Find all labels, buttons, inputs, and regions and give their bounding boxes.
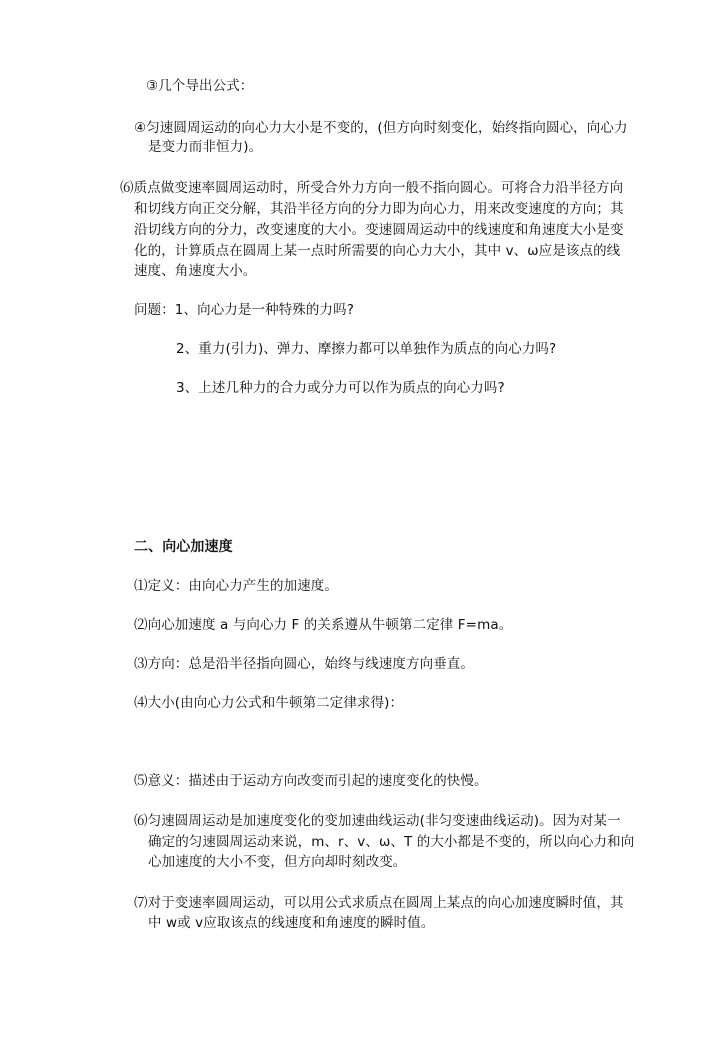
paragraph-item-6-line-2: 和切线方向正交分解，其沿半径方向的分力即为向心力，用来改变速度的方向；其 (134, 201, 624, 217)
question-3: 3、上述几种力的合力或分力可以作为质点的向心力吗? (176, 380, 505, 396)
paragraph-item-4-line-1: ④匀速圆周运动的向心力大小是不变的，(但方向时刻变化，始终指向圆心，向心力 (134, 120, 628, 136)
paragraph-item-6-line-5: 速度、角速度大小。 (134, 263, 257, 279)
question-1: 问题：1、向心力是一种特殊的力吗? (134, 302, 354, 318)
definition-item-2: ⑵向心加速度 a 与向心力 F 的关系遵从牛顿第二定律 F=ma。 (134, 617, 513, 633)
definition-item-1: ⑴定义：由向心力产生的加速度。 (134, 578, 338, 594)
definition-item-6-line-1: ⑹匀速圆周运动是加速度变化的变加速曲线运动(非匀变速曲线运动)。因为对某一 (134, 813, 621, 829)
paragraph-item-6-line-1: ⑹质点做变速率圆周运动时，所受合外力方向一般不指向圆心。可将合力沿半径方向 (120, 180, 624, 196)
paragraph-item-6-line-4: 化的，计算质点在圆周上某一点时所需要的向心力大小，其中 v、ω应是该点的线 (134, 243, 621, 259)
question-2: 2、重力(引力)、弹力、摩擦力都可以单独作为质点的向心力吗? (176, 341, 557, 357)
definition-item-4: ⑷大小(由向心力公式和牛顿第二定律求得)： (134, 695, 404, 711)
definition-item-7-line-2: 中 w或 v应取该点的线速度和角速度的瞬时值。 (148, 915, 435, 931)
formula-list-item-3: ③几个导出公式： (146, 78, 254, 94)
definition-item-5: ⑸意义：描述由于运动方向改变而引起的速度变化的快慢。 (134, 773, 488, 789)
definition-item-7-line-1: ⑺对于变速率圆周运动，可以用公式求质点在圆周上某点的向心加速度瞬时值，其 (134, 895, 624, 911)
paragraph-item-4-line-2: 是变力而非恒力)。 (148, 139, 263, 155)
section-heading-centripetal-acceleration: 二、向心加速度 (134, 539, 233, 555)
definition-item-6-line-3: 心加速度的大小不变，但方向却时刻改变。 (148, 854, 407, 870)
paragraph-item-6-line-3: 沿切线方向的分力，改变速度的大小。变速圆周运动中的线速度和角速度大小是变 (134, 222, 624, 238)
definition-item-6-line-2: 确定的匀速圆周运动来说，m、r、v、ω、T 的大小都是不变的，所以向心力和向 (148, 834, 635, 850)
definition-item-3: ⑶方向：总是沿半径指向圆心，始终与线速度方向垂直。 (134, 656, 474, 672)
